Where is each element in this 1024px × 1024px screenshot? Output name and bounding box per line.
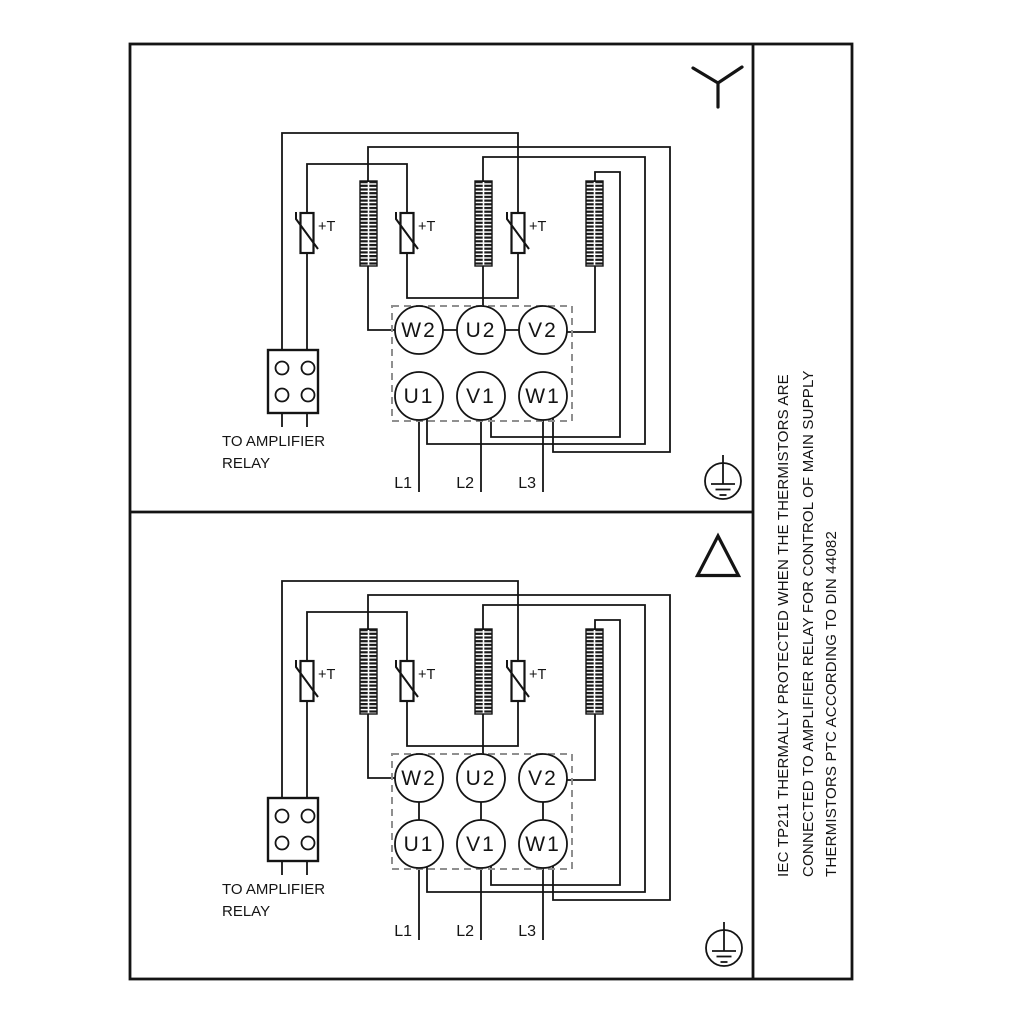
side-note-line1: IEC TP211 THERMALLY PROTECTED WHEN THE THERMISTORS ARE — [775, 374, 792, 877]
side-note-line2: CONNECTED TO AMPLIFIER RELAY FOR CONTROL OF MAIN SUPPLY — [800, 370, 817, 877]
terminal-label: U1 — [403, 833, 435, 856]
terminal-label: U1 — [403, 385, 435, 408]
terminal-label: V1 — [466, 385, 496, 408]
wire-thermistor2-to-thermistor1 — [307, 164, 407, 213]
relay-caption-line2: RELAY — [222, 903, 271, 920]
thermistor-label: +T — [318, 219, 336, 235]
ptc-thermistor-icon — [507, 212, 529, 253]
thermistor-label: +T — [529, 667, 547, 683]
supply-label-L3: L3 — [518, 475, 536, 492]
terminal-label: V2 — [528, 319, 558, 342]
wire-thermistor3-to-thermistor2 — [407, 701, 518, 746]
terminal-label: W1 — [525, 385, 561, 408]
wire-thermistor3-to-thermistor2 — [407, 253, 518, 298]
motor-winding-coil — [475, 629, 492, 714]
relay-terminal-block — [268, 350, 318, 413]
side-note-column — [775, 370, 840, 877]
wire-thermistor2-to-thermistor1 — [307, 612, 407, 661]
panel-star — [222, 67, 742, 499]
wire-coil1-bottom-to-W2 — [368, 714, 396, 778]
panel-delta — [222, 536, 742, 966]
ptc-thermistor-icon — [296, 212, 318, 253]
thermistor-label: +T — [418, 667, 436, 683]
ptc-thermistor-icon — [507, 660, 529, 701]
relay-caption-line2: RELAY — [222, 455, 271, 472]
terminal-board — [395, 306, 567, 420]
relay-terminal-block — [268, 798, 318, 861]
supply-label-L3: L3 — [518, 923, 536, 940]
supply-label-L1: L1 — [394, 475, 412, 492]
side-note-line3: THERMISTORS PTC ACCORDING TO DIN 44082 — [823, 530, 840, 877]
terminal-label: W1 — [525, 833, 561, 856]
terminal-label: U2 — [465, 767, 497, 790]
terminal-label: W2 — [401, 767, 437, 790]
motor-winding-coil — [360, 181, 377, 266]
ptc-thermistor-icon — [396, 212, 418, 253]
supply-label-L1: L1 — [394, 923, 412, 940]
motor-winding-coil — [586, 629, 603, 714]
delta-connection-icon — [698, 536, 739, 576]
motor-winding-coil — [475, 181, 492, 266]
thermistor-label: +T — [529, 219, 547, 235]
earth-ground-icon — [706, 922, 742, 966]
relay-caption-line1: TO AMPLIFIER — [222, 881, 326, 898]
supply-label-L2: L2 — [456, 923, 474, 940]
relay-caption-line1: TO AMPLIFIER — [222, 433, 326, 450]
terminal-label: V2 — [528, 767, 558, 790]
earth-ground-icon — [705, 455, 741, 499]
thermistor-label: +T — [318, 667, 336, 683]
supply-label-L2: L2 — [456, 475, 474, 492]
ptc-thermistor-icon — [396, 660, 418, 701]
thermistor-label: +T — [418, 219, 436, 235]
terminal-label: V1 — [466, 833, 496, 856]
motor-winding-coil — [360, 629, 377, 714]
terminal-label: U2 — [465, 319, 497, 342]
terminal-label: W2 — [401, 319, 437, 342]
motor-winding-coil — [586, 181, 603, 266]
wire-coil1-bottom-to-W2 — [368, 266, 396, 330]
delta-bridge-links — [419, 802, 543, 820]
star-connection-icon — [693, 67, 742, 107]
ptc-thermistor-icon — [296, 660, 318, 701]
